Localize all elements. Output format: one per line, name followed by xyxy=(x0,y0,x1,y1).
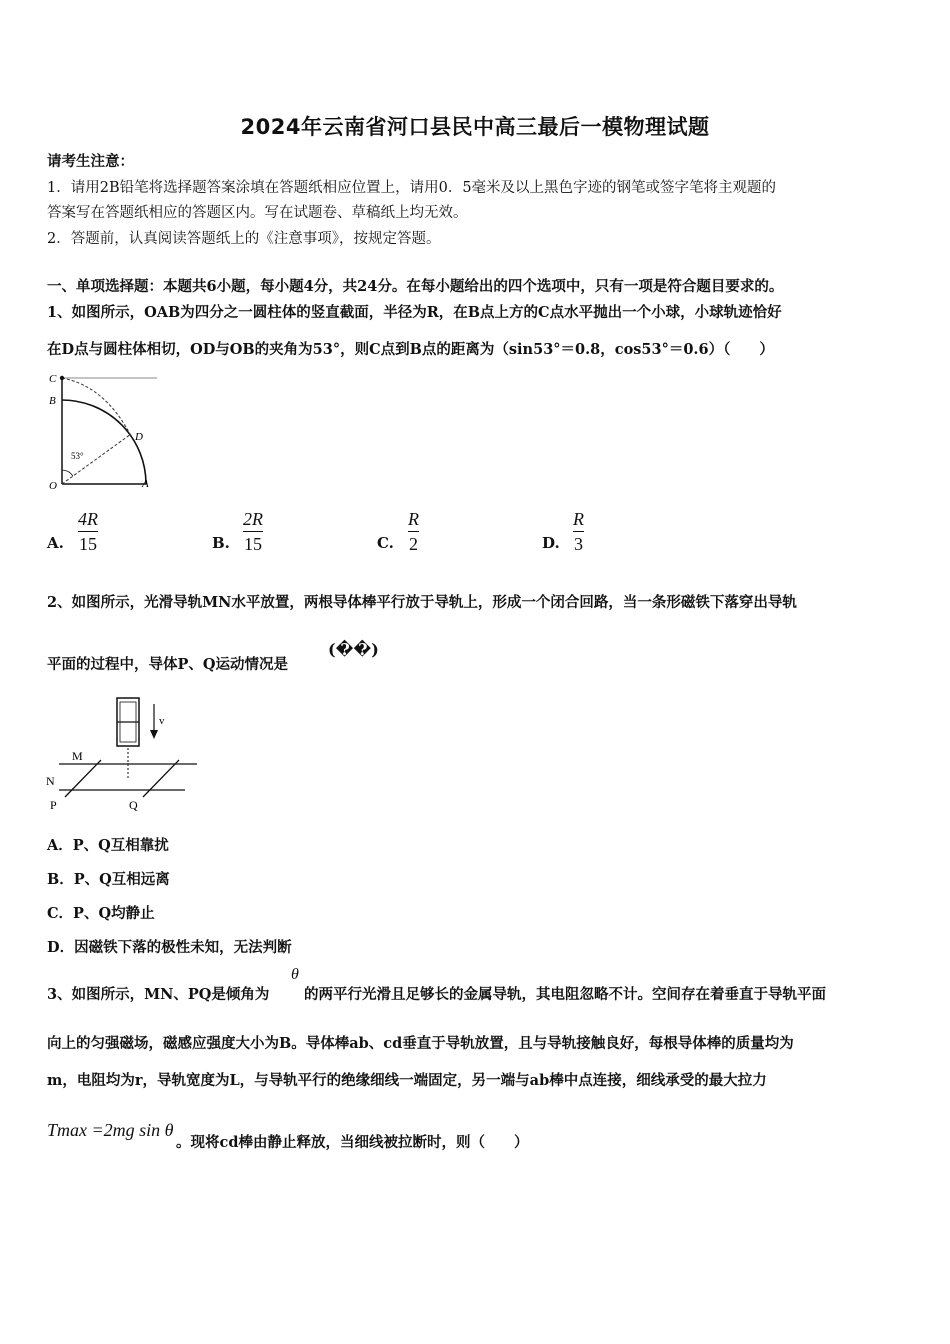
q1-option-d-num: R xyxy=(573,509,584,529)
q1-text-line-2: 在D点与圆柱体相切，OD与OB的夹角为53°，则C点到B点的距离为（sin53°＝0.8，cos53°＝0.6）（ ） xyxy=(47,341,774,358)
page-title: 2024年云南省河口县民中高三最后一模物理试题 xyxy=(240,115,710,139)
q1-option-a-fraction xyxy=(78,508,98,555)
q1-angle-label: 53° xyxy=(71,451,84,461)
q1-option-c-den: 2 xyxy=(409,534,418,554)
q3-theta: θ xyxy=(291,966,299,983)
q3-text-line-1a: 3、如图所示，MN、PQ是倾角为 xyxy=(47,986,270,1003)
q2-garbled-paren: (��) xyxy=(328,640,379,659)
q3-text-line-3: m，电阻均为r，导轨宽度为L，与导轨平行的绝缘细线一端固定，另一端与ab棒中点连接，细线承受的最大拉力 xyxy=(47,1072,767,1089)
q1-option-b-fraction xyxy=(243,508,263,555)
q1-option-c-num: R xyxy=(408,509,419,529)
q1-option-b-den: 15 xyxy=(244,534,262,554)
q1-option-d-letter: D. xyxy=(542,534,560,552)
q3-text-line-1b: 的两平行光滑且足够长的金属导轨，其电阻忽略不计。空间存在着垂直于导轨平面 xyxy=(304,986,826,1003)
q1-option-b-letter: B. xyxy=(212,534,230,552)
q2-text-line-1: 2、如图所示，光滑导轨MN水平放置，两根导体棒平行放于导轨上，形成一个闭合回路，当一条形磁铁下落穿出导轨 xyxy=(47,594,797,611)
q3-formula: Tmax =2mg sin θ xyxy=(47,1120,174,1140)
q2-label-n: N xyxy=(46,774,55,788)
notice-item-2: 2．答题前，认真阅读答题纸上的《注意事项》，按规定答题。 xyxy=(47,231,441,247)
notice-item-1-line-2: 答案写在答题纸相应的答题区内。写在试题卷、草稿纸上均无效。 xyxy=(47,205,468,221)
q2-label-p: P xyxy=(50,798,57,812)
q3-text-line-2: 向上的匀强磁场，磁感应强度大小为B。导体棒ab、cd垂直于导轨放置，且与导轨接触良好，每根导体棒的质量均为 xyxy=(47,1035,794,1052)
q1-label-c: C xyxy=(49,373,57,385)
q2-option-b: B．P、Q互相远离 xyxy=(47,871,170,888)
q2-label-q: Q xyxy=(129,798,138,812)
q2-option-d: D．因磁铁下落的极性未知，无法判断 xyxy=(47,939,292,956)
q2-option-a: A．P、Q互相靠扰 xyxy=(47,837,169,854)
q2-text-line-2: 平面的过程中，导体P、Q运动情况是 xyxy=(47,656,289,673)
q1-option-a-letter: A. xyxy=(47,534,64,552)
q1-option-b-num: 2R xyxy=(243,509,263,529)
q1-option-d-fraction xyxy=(573,508,584,555)
q1-option-c-fraction xyxy=(408,508,419,555)
q1-option-a-num: 4R xyxy=(78,509,98,529)
section-1-heading: 一、单项选择题：本题共6小题，每小题4分，共24分。在每小题给出的四个选项中，只有一项是符合题目要求的。 xyxy=(47,278,784,295)
q2-figure xyxy=(45,694,205,814)
notice-item-1-line-1: 1．请用2B铅笔将选择题答案涂填在答题纸相应位置上，请用0．5毫米及以上黑色字迹的钢笔或签字笔将主观题的 xyxy=(47,180,777,196)
q1-label-o: O xyxy=(49,480,57,492)
q3-text-line-4: 。现将cd棒由静止释放，当细线被拉断时，则（ ） xyxy=(176,1134,529,1151)
q1-option-a-den: 15 xyxy=(79,534,97,554)
q1-label-d: D xyxy=(135,431,143,443)
q1-label-a: A xyxy=(142,478,149,490)
q1-text-line-1: 1、如图所示，OAB为四分之一圆柱体的竖直截面，半径为R，在B点上方的C点水平抛出一个小球，小球轨迹恰好 xyxy=(47,304,782,321)
q1-option-d-den: 3 xyxy=(574,534,583,554)
notice-heading: 请考生注意： xyxy=(47,153,134,170)
q2-option-c: C．P、Q均静止 xyxy=(47,905,155,922)
q1-option-c-letter: C. xyxy=(377,534,394,552)
q1-figure xyxy=(45,370,165,490)
q2-label-m: M xyxy=(72,749,83,763)
q2-velocity-label: v xyxy=(159,715,165,727)
q1-label-b: B xyxy=(49,395,56,407)
